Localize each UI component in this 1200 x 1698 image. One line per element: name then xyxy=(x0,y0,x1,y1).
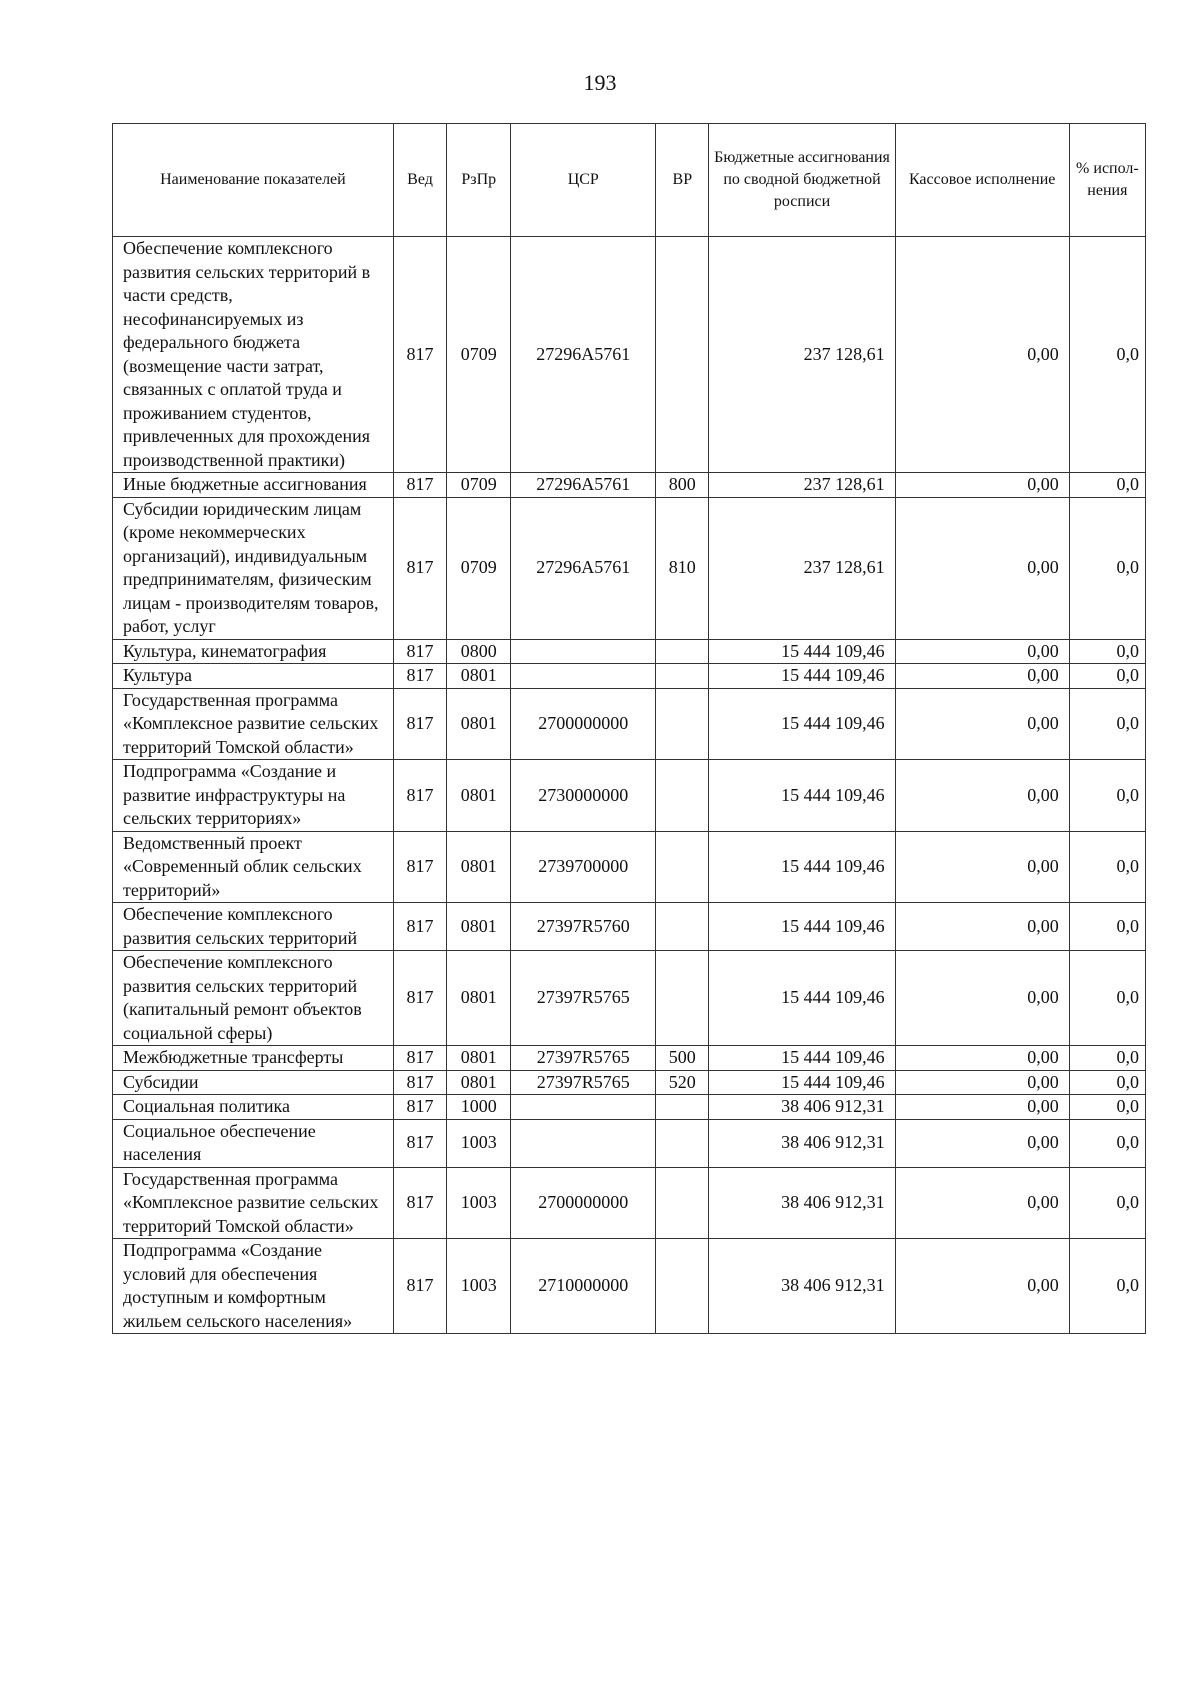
row-name: Государственная программа «Комплексное развитие сельских территорий Томской области» xyxy=(113,688,394,760)
header-rzpr: РзПр xyxy=(447,124,511,237)
row-pct: 0,0 xyxy=(1069,951,1145,1046)
row-vr xyxy=(656,688,709,760)
row-pct: 0,0 xyxy=(1069,1095,1145,1120)
row-ved: 817 xyxy=(393,473,446,498)
row-cash: 0,00 xyxy=(895,831,1069,903)
row-rzpr: 0801 xyxy=(447,664,511,689)
row-rzpr: 0801 xyxy=(447,688,511,760)
row-vr xyxy=(656,903,709,951)
row-ved: 817 xyxy=(393,951,446,1046)
header-pct: % испол-нения xyxy=(1069,124,1145,237)
row-cash: 0,00 xyxy=(895,1119,1069,1167)
row-name: Субсидии юридическим лицам (кроме некоммерческих организаций), индивидуальным предпринимателям, физическим лицам - производителям товаров, работ, услуг xyxy=(113,497,394,639)
table-row xyxy=(113,1167,1146,1239)
row-csr: 2700000000 xyxy=(511,688,656,760)
row-ved: 817 xyxy=(393,831,446,903)
row-cash: 0,00 xyxy=(895,1239,1069,1334)
row-csr: 27397R5765 xyxy=(511,951,656,1046)
row-cash: 0,00 xyxy=(895,664,1069,689)
row-csr xyxy=(511,664,656,689)
row-pct: 0,0 xyxy=(1069,1167,1145,1239)
header-vr: ВР xyxy=(656,124,709,237)
row-pct: 0,0 xyxy=(1069,760,1145,832)
row-ved: 817 xyxy=(393,688,446,760)
row-vr xyxy=(656,831,709,903)
row-vr: 800 xyxy=(656,473,709,498)
table-row xyxy=(113,497,1146,639)
row-name: Подпрограмма «Создание и развитие инфраструктуры на сельских территориях» xyxy=(113,760,394,832)
row-csr: 27397R5765 xyxy=(511,1046,656,1071)
row-rzpr: 1003 xyxy=(447,1167,511,1239)
row-rzpr: 0801 xyxy=(447,831,511,903)
row-pct: 0,0 xyxy=(1069,664,1145,689)
table-row xyxy=(113,1046,1146,1071)
row-ved: 817 xyxy=(393,664,446,689)
row-csr: 27397R5765 xyxy=(511,1070,656,1095)
row-budget: 15 444 109,46 xyxy=(709,688,895,760)
row-pct: 0,0 xyxy=(1069,903,1145,951)
row-pct: 0,0 xyxy=(1069,1046,1145,1071)
row-pct: 0,0 xyxy=(1069,1119,1145,1167)
table-row xyxy=(113,903,1146,951)
row-ved: 817 xyxy=(393,903,446,951)
row-budget: 38 406 912,31 xyxy=(709,1239,895,1334)
row-csr: 27397R5760 xyxy=(511,903,656,951)
header-name: Наименование показателей xyxy=(113,124,394,237)
row-name: Обеспечение комплексного развития сельских территорий (капитальный ремонт объектов социальной сферы) xyxy=(113,951,394,1046)
table-body xyxy=(113,237,1146,1334)
row-csr: 2700000000 xyxy=(511,1167,656,1239)
row-budget: 15 444 109,46 xyxy=(709,951,895,1046)
row-vr: 520 xyxy=(656,1070,709,1095)
table-row xyxy=(113,473,1146,498)
row-vr: 810 xyxy=(656,497,709,639)
row-pct: 0,0 xyxy=(1069,831,1145,903)
row-budget: 15 444 109,46 xyxy=(709,1070,895,1095)
row-name: Социальная политика xyxy=(113,1095,394,1120)
row-name: Обеспечение комплексного развития сельских территорий в части средств, несофинансируемых из федерального бюджета (возмещение части затрат, связанных с оплатой труда и проживанием студентов, привлеченных для прохождения производственной практики) xyxy=(113,237,394,473)
row-rzpr: 0801 xyxy=(447,903,511,951)
row-cash: 0,00 xyxy=(895,237,1069,473)
row-cash: 0,00 xyxy=(895,903,1069,951)
row-name: Субсидии xyxy=(113,1070,394,1095)
row-ved: 817 xyxy=(393,1095,446,1120)
row-budget: 15 444 109,46 xyxy=(709,831,895,903)
row-ved: 817 xyxy=(393,1046,446,1071)
row-vr xyxy=(656,237,709,473)
row-vr xyxy=(656,639,709,664)
table-row xyxy=(113,1070,1146,1095)
row-ved: 817 xyxy=(393,497,446,639)
table-row xyxy=(113,639,1146,664)
row-csr xyxy=(511,1119,656,1167)
row-pct: 0,0 xyxy=(1069,688,1145,760)
row-pct: 0,0 xyxy=(1069,237,1145,473)
row-cash: 0,00 xyxy=(895,1167,1069,1239)
table-row xyxy=(113,951,1146,1046)
row-ved: 817 xyxy=(393,1239,446,1334)
row-csr: 27296А5761 xyxy=(511,237,656,473)
row-pct: 0,0 xyxy=(1069,1070,1145,1095)
row-budget: 38 406 912,31 xyxy=(709,1167,895,1239)
row-vr xyxy=(656,1239,709,1334)
header-budget: Бюджетные ассигнования по сводной бюджетной росписи xyxy=(709,124,895,237)
row-pct: 0,0 xyxy=(1069,1239,1145,1334)
row-cash: 0,00 xyxy=(895,1046,1069,1071)
row-ved: 817 xyxy=(393,237,446,473)
row-ved: 817 xyxy=(393,639,446,664)
row-csr: 2710000000 xyxy=(511,1239,656,1334)
row-vr xyxy=(656,1095,709,1120)
row-csr: 2730000000 xyxy=(511,760,656,832)
row-budget: 15 444 109,46 xyxy=(709,903,895,951)
row-name: Культура, кинематография xyxy=(113,639,394,664)
table-row xyxy=(113,1095,1146,1120)
row-name: Социальное обеспечение населения xyxy=(113,1119,394,1167)
header-csr: ЦСР xyxy=(511,124,656,237)
row-budget: 15 444 109,46 xyxy=(709,664,895,689)
row-cash: 0,00 xyxy=(895,1095,1069,1120)
row-cash: 0,00 xyxy=(895,473,1069,498)
row-vr xyxy=(656,1119,709,1167)
row-budget: 38 406 912,31 xyxy=(709,1095,895,1120)
row-budget: 38 406 912,31 xyxy=(709,1119,895,1167)
row-vr: 500 xyxy=(656,1046,709,1071)
row-name: Подпрограмма «Создание условий для обеспечения доступным и комфортным жильем сельского населения» xyxy=(113,1239,394,1334)
row-csr xyxy=(511,639,656,664)
row-name: Государственная программа «Комплексное развитие сельских территорий Томской области» xyxy=(113,1167,394,1239)
row-budget: 237 128,61 xyxy=(709,473,895,498)
table-row xyxy=(113,831,1146,903)
row-budget: 237 128,61 xyxy=(709,237,895,473)
row-ved: 817 xyxy=(393,1167,446,1239)
row-name: Иные бюджетные ассигнования xyxy=(113,473,394,498)
row-vr xyxy=(656,664,709,689)
row-rzpr: 0709 xyxy=(447,473,511,498)
row-cash: 0,00 xyxy=(895,688,1069,760)
row-cash: 0,00 xyxy=(895,639,1069,664)
row-vr xyxy=(656,760,709,832)
table-row xyxy=(113,688,1146,760)
row-ved: 817 xyxy=(393,1119,446,1167)
row-rzpr: 0801 xyxy=(447,1070,511,1095)
row-csr: 2739700000 xyxy=(511,831,656,903)
row-rzpr: 1003 xyxy=(447,1119,511,1167)
table-row xyxy=(113,1239,1146,1334)
row-budget: 237 128,61 xyxy=(709,497,895,639)
row-rzpr: 0800 xyxy=(447,639,511,664)
row-rzpr: 0709 xyxy=(447,237,511,473)
row-csr xyxy=(511,1095,656,1120)
header-cash: Кассовое исполнение xyxy=(895,124,1069,237)
row-rzpr: 0801 xyxy=(447,760,511,832)
row-name: Межбюджетные трансферты xyxy=(113,1046,394,1071)
table-row xyxy=(113,237,1146,473)
row-budget: 15 444 109,46 xyxy=(709,639,895,664)
row-pct: 0,0 xyxy=(1069,473,1145,498)
row-cash: 0,00 xyxy=(895,1070,1069,1095)
row-budget: 15 444 109,46 xyxy=(709,1046,895,1071)
row-rzpr: 0801 xyxy=(447,951,511,1046)
row-pct: 0,0 xyxy=(1069,639,1145,664)
table-header xyxy=(113,124,1146,237)
row-csr: 27296А5761 xyxy=(511,473,656,498)
row-rzpr: 1000 xyxy=(447,1095,511,1120)
row-name: Культура xyxy=(113,664,394,689)
page-number: 193 xyxy=(583,70,617,95)
row-csr: 27296А5761 xyxy=(511,497,656,639)
row-rzpr: 1003 xyxy=(447,1239,511,1334)
header-row xyxy=(113,124,1146,237)
budget-execution-table xyxy=(112,123,1146,1334)
row-cash: 0,00 xyxy=(895,497,1069,639)
row-ved: 817 xyxy=(393,1070,446,1095)
row-vr xyxy=(656,1167,709,1239)
row-pct: 0,0 xyxy=(1069,497,1145,639)
row-ved: 817 xyxy=(393,760,446,832)
row-name: Обеспечение комплексного развития сельских территорий xyxy=(113,903,394,951)
table-row xyxy=(113,760,1146,832)
table-row xyxy=(113,1119,1146,1167)
row-rzpr: 0801 xyxy=(447,1046,511,1071)
row-rzpr: 0709 xyxy=(447,497,511,639)
table-row xyxy=(113,664,1146,689)
row-vr xyxy=(656,951,709,1046)
row-cash: 0,00 xyxy=(895,760,1069,832)
row-cash: 0,00 xyxy=(895,951,1069,1046)
header-ved: Вед xyxy=(393,124,446,237)
row-name: Ведомственный проект «Современный облик сельских территорий» xyxy=(113,831,394,903)
row-budget: 15 444 109,46 xyxy=(709,760,895,832)
